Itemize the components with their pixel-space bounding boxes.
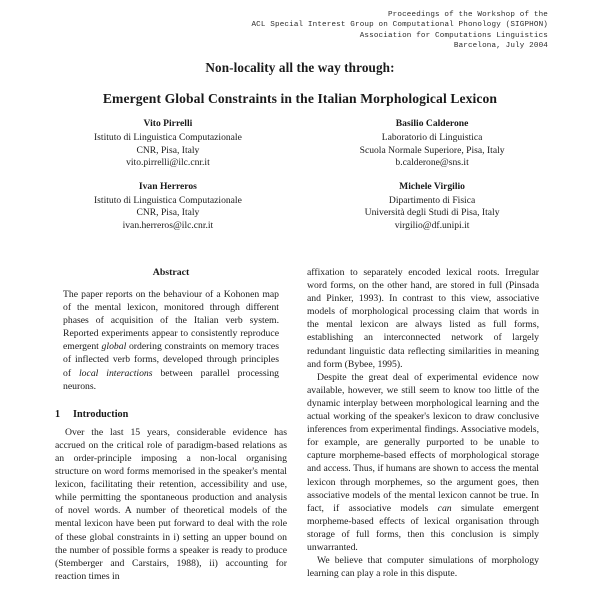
- column-right: [307, 266, 539, 600]
- introduction-paragraph-1: Over the last 15 years, considerable evidence has accrued on the critical role of paradigm-based relations as an order-principle imposing a non-local organising structure on word forms memorised in the speaker's mental lexicon, facilitating their retention, accessibility and use, while permitting the spontaneous production and analysis of novel words. A number of theoretical models of the mental lexicon have been put forward to deal with the role of these global constraints in i) setting an upper bound on the number of possible forms a speaker is ready to produce (Stemberger and Carstairs, 1988), ii) accounting for reaction times in: [55, 426, 287, 582]
- abstract-text-part-2: ordering constraints on memory traces of inflected verb forms, developed through principles of: [63, 341, 279, 379]
- author-affiliation: CNR, Pisa, Italy: [136, 207, 200, 219]
- author-entry: [310, 180, 554, 233]
- proceedings-header-line-1: Proceedings of the Workshop of the: [387, 11, 548, 19]
- proceedings-header-line-4: Barcelona, July 2004: [453, 42, 548, 51]
- abstract-text-part-3: between parallel processing neurons.: [63, 367, 280, 392]
- author-affiliation: Università degli Studi di Pisa, Italy: [364, 207, 500, 219]
- author-name: Michele Virgilio: [399, 180, 465, 192]
- abstract-text-part-1: The paper reports on the behaviour of a Kohonen map of the mental lexicon, monitored through different phases of acquisition of the Italian verb system. Reported experiments appear to consistently reproduce emergent: [63, 289, 279, 353]
- abstract-italic-local-interactions: local interactions: [78, 367, 153, 379]
- author-column-left: [46, 117, 290, 243]
- abstract-text: [63, 288, 279, 393]
- author-email: b.calderone@sns.it: [395, 157, 469, 169]
- author-affiliation: Laboratorio di Linguistica: [381, 132, 483, 143]
- author-affiliation: CNR, Pisa, Italy: [136, 144, 200, 156]
- abstract-heading: Abstract: [152, 267, 190, 278]
- proceedings-header: [52, 10, 548, 52]
- section-title: Introduction: [73, 408, 129, 420]
- right-column-paragraph-3: We believe that computer simulations of morphology learning can play a role in this dispute.: [307, 555, 539, 580]
- author-name: Vito Pirrelli: [143, 118, 193, 129]
- body-columns: [55, 266, 548, 600]
- author-name: Basilio Calderone: [395, 118, 469, 129]
- right-paragraph-2-italic-can: can: [437, 502, 452, 514]
- author-name: Ivan Herreros: [138, 180, 197, 192]
- author-column-right: [310, 117, 554, 243]
- paper-title-block: [40, 60, 560, 107]
- proceedings-header-line-3: Association for Computations Linguistics: [359, 31, 548, 40]
- right-column-paragraph-continued: affixation to separately encoded lexical roots. Irregular word forms, on the other hand, are stored in full (Pinsada and Pinker, 1993). In contrast to this view, associative models of morphological processing claim that words in the mental lexicon are always listed as full forms, establishing an interconnected network of largely redundant linguistic data reflecting similarities in meaning and form (Bybee, 1995).: [307, 267, 539, 370]
- author-affiliation: Scuola Normale Superiore, Pisa, Italy: [359, 144, 505, 156]
- author-block: [46, 117, 554, 243]
- paper-title-line-2: Emergent Global Constraints in the Italian Morphological Lexicon: [102, 91, 498, 106]
- section-number: 1: [55, 408, 61, 420]
- author-affiliation: Istituto di Linguistica Computazionale: [93, 132, 242, 143]
- abstract-italic-global: global: [101, 341, 127, 353]
- author-email: virgilio@df.unipi.it: [394, 219, 470, 231]
- author-email: vito.pirrelli@ilc.cnr.it: [126, 157, 210, 169]
- author-entry: [46, 117, 290, 170]
- right-column-paragraph-2: [307, 371, 539, 554]
- author-affiliation: Istituto di Linguistica Computazionale: [93, 194, 242, 206]
- column-left: [55, 266, 287, 600]
- proceedings-header-line-2: ACL Special Interest Group on Computational Phonology (SIGPHON): [251, 21, 548, 30]
- author-entry: [310, 117, 554, 170]
- author-entry: [46, 180, 290, 233]
- right-paragraph-2-part-2: simulate emergent morpheme-based effects of lexical organisation through storage of full forms, then this conclusion is simply unwarranted.: [307, 502, 539, 553]
- paper-title-line-1: Non-locality all the way through:: [205, 60, 395, 75]
- section-heading-introduction: [55, 408, 287, 421]
- right-paragraph-2-part-1: Despite the great deal of experimental evidence now available, however, we still seem to know too little of the dynamic interplay between morphological learning and the actual working of the speaker's lexicon to draw conclusive inferences from experimental findings. Associative models, for example, are generally purported to be unable to capture morpheme-based effects of morphological storage and access. Thus, if humans are shown to access the mental lexicon through morphemes, so the argument goes, then associative models of the mental lexicon cannot be true. In fact, if associative models: [307, 371, 539, 514]
- author-affiliation: Dipartimento di Fisica: [388, 194, 476, 206]
- author-email: ivan.herreros@ilc.cnr.it: [122, 219, 214, 231]
